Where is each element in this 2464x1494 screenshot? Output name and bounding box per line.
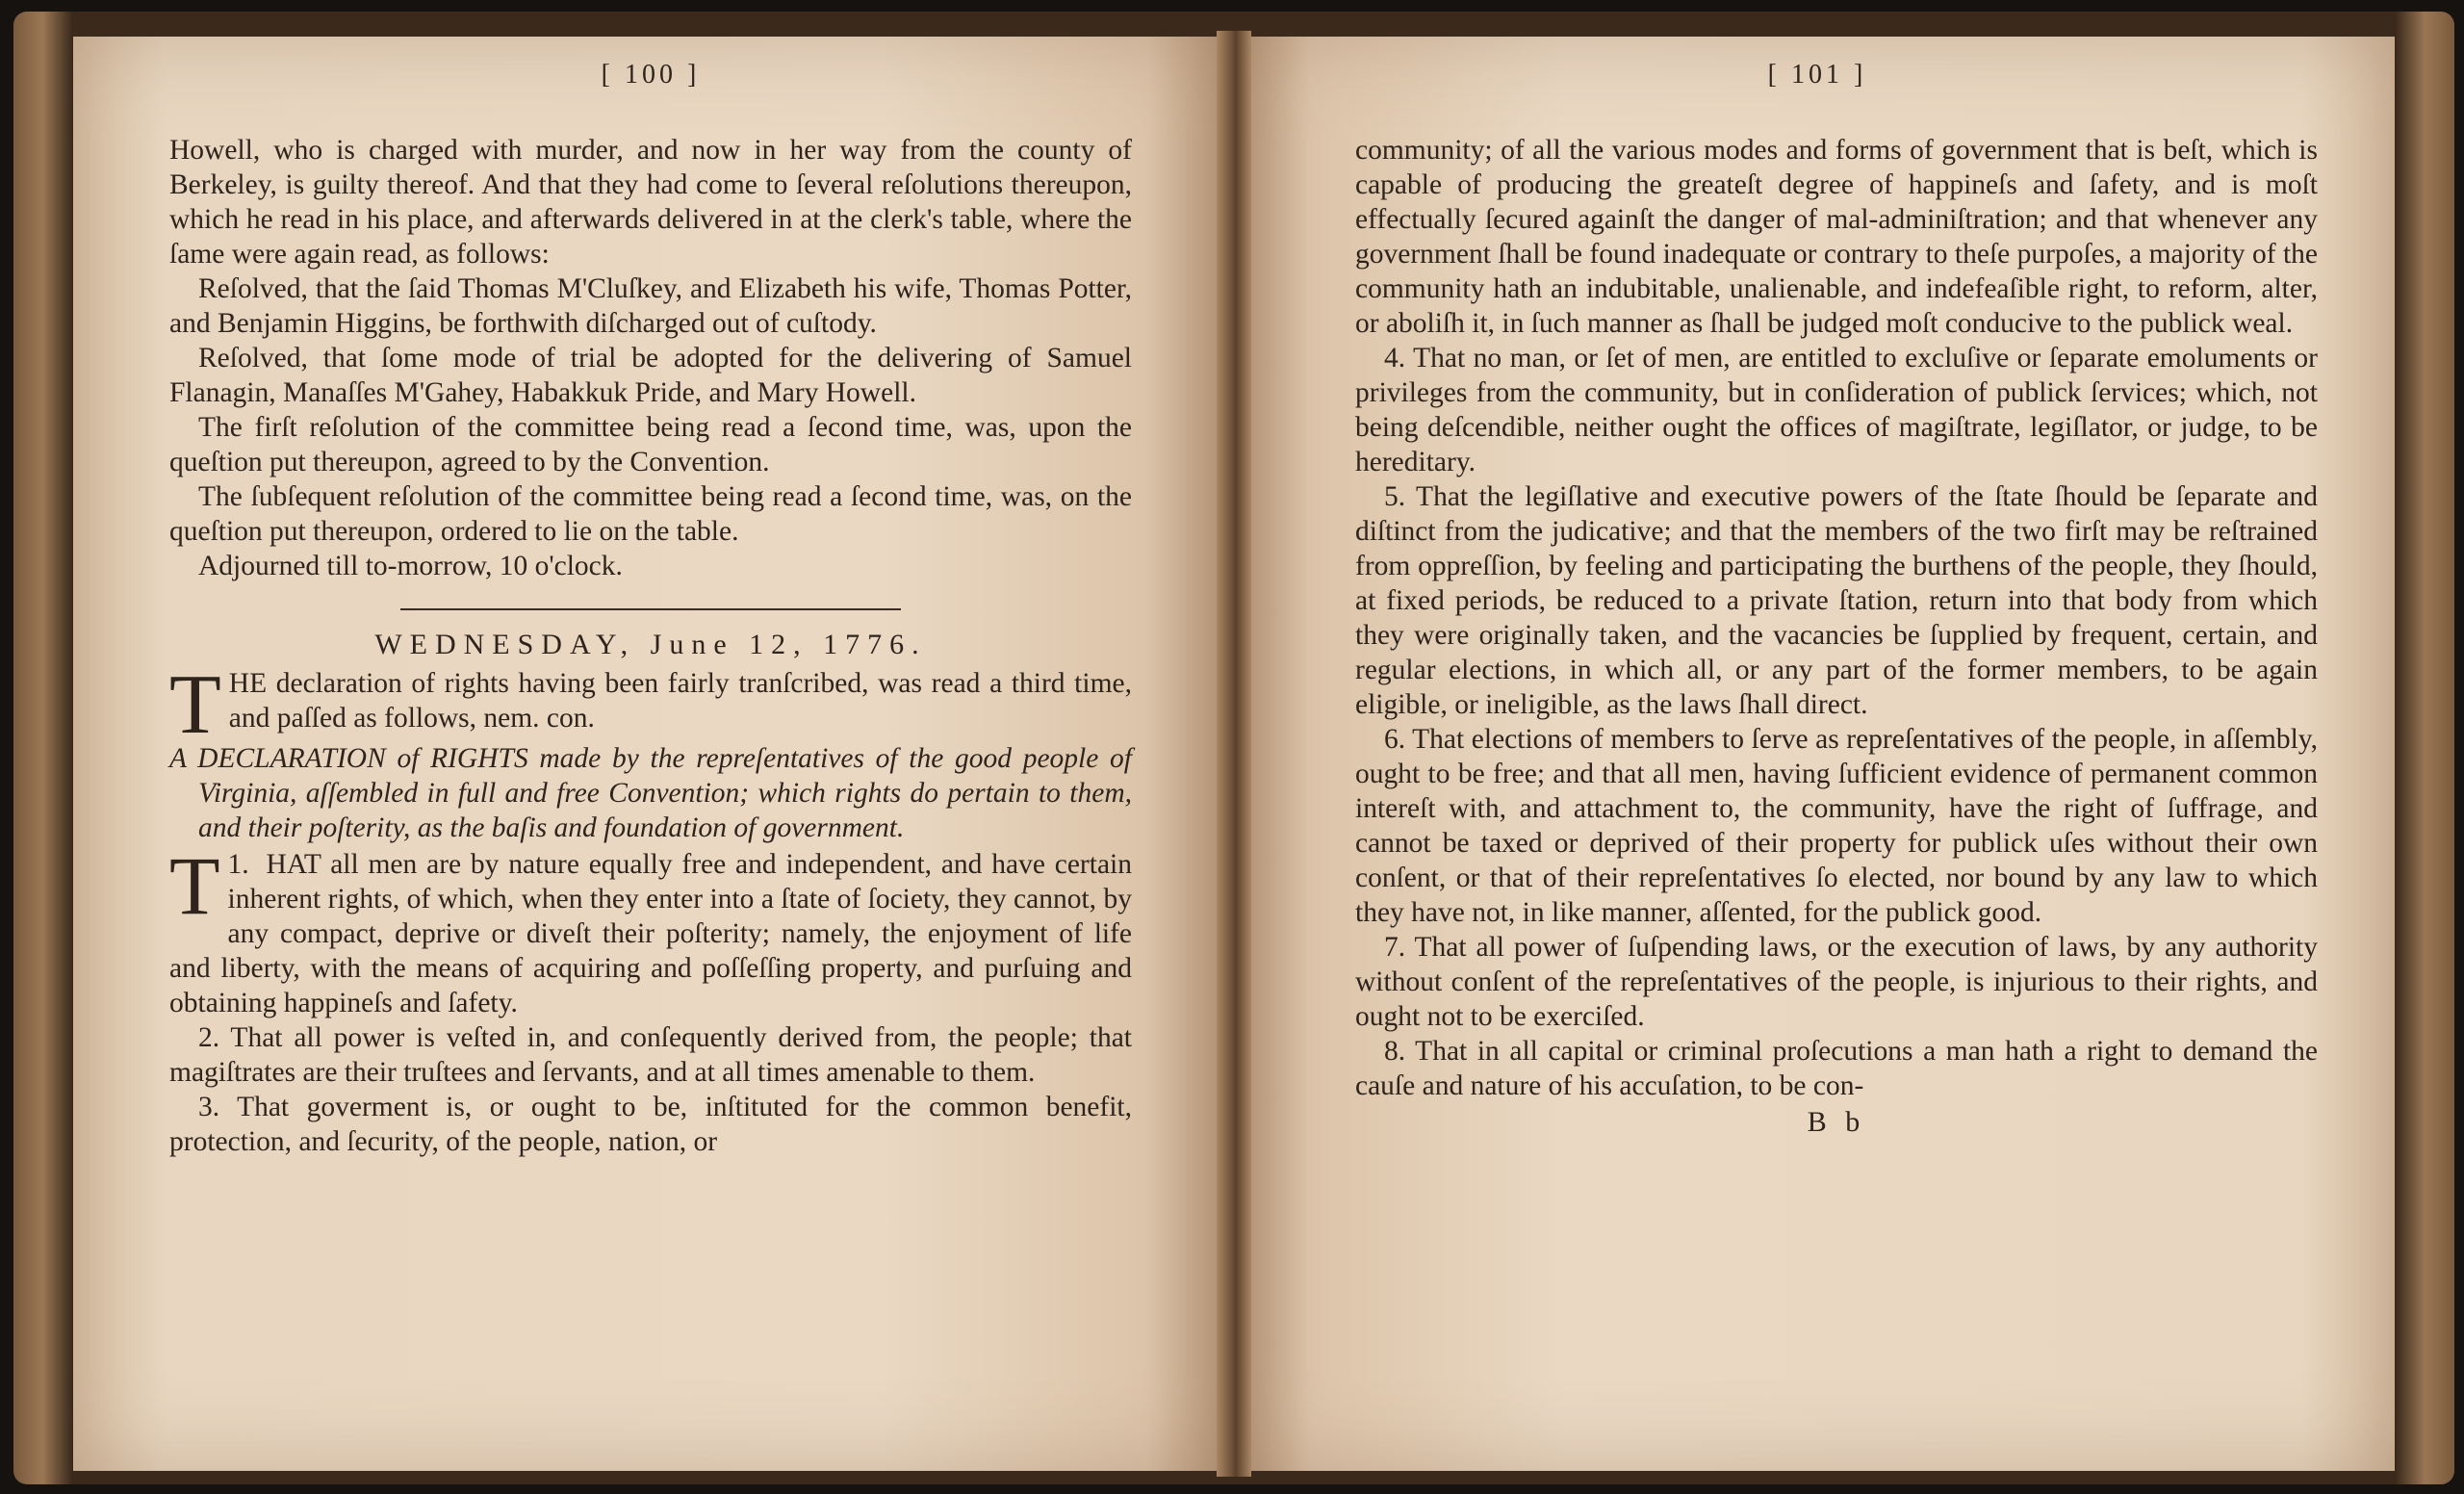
paragraph: community; of all the various modes and forms of government that is beſt, which is capable of producing the greateſt degree of happineſs and ſafety, and is moſt effectually ſecured againſt the danger of mal-adminiſtration; and that whenever any government ſhall be found inadequate or contrary to theſe purpoſes, a majority of the community hath an indubitable, unalienable, and indefeaſible right, to reform, alter, or aboliſh it, in ſuch manner as ſhall be judged moſt conducive to the publick weal. bbox=[1355, 135, 2318, 339]
page-number: [ 101 ] bbox=[1767, 60, 1867, 90]
article-3: 3. That goverment is, or ought to be, inſtituted for the common benefit, protection, and ſecurity, of the people, nation, or bbox=[169, 1092, 1132, 1157]
article-number: 1. bbox=[227, 849, 249, 880]
right-page bbox=[1240, 37, 2395, 1471]
paragraph: The ſubſequent reſolution of the committee being read a ſecond time, was, on the queſtion put thereupon, ordered to lie on the table. bbox=[169, 481, 1132, 547]
paragraph: Howell, who is charged with murder, and now in her way from the county of Berkeley, is guilty thereof. And that they had come to ſeveral reſolutions thereupon, which he read in his place, and afterwards delivered in at the clerk's table, where the ſame were again read, as follows: bbox=[169, 135, 1132, 270]
adjournment: Adjourned till to-morrow, 10 o'clock. bbox=[198, 551, 623, 581]
signature-mark: B b bbox=[1807, 1106, 1866, 1138]
right-page-text bbox=[1355, 133, 2318, 1140]
left-page-text bbox=[169, 133, 1132, 1159]
drop-cap: T bbox=[169, 658, 221, 752]
book-gutter bbox=[1217, 31, 1251, 1477]
article-4: 4. That no man, or ſet of men, are entitled to excluſive or ſeparate emoluments or privileges from the community, but in conſideration of publick ſervices; which, not being deſcendible, neither ought the offices of magiſtrate, legiſlator, or judge, to be hereditary. bbox=[1355, 343, 2318, 477]
paragraph: The firſt reſolution of the committee being read a ſecond time, was, upon the queſtion put thereupon, agreed to by the Convention. bbox=[169, 412, 1132, 477]
section-divider bbox=[400, 608, 901, 610]
article-5: 5. That the legiſlative and executive powers of the ſtate ſhould be ſeparate and diſtinct from the judicative; and that the members of the two firſt may be reſtrained from oppreſſion, by feeling and participating the burthens of the people, they ſhould, at fixed periods, be reduced to a private ſtation, return into that body from which they were originally taken, and the vacancies be ſupplied by frequent, certain, and regular elections, in which all, or any part of the former members, to be again eligible, or ineligible, as the laws ſhall direct. bbox=[1355, 481, 2318, 720]
article-6: 6. That elections of members to ſerve as repreſentatives of the people, in aſſembly, ought to be free; and that all men, having ſufficient evidence of permanent common intereſt with, and attachment to, the community, have the right of ſuffrage, and cannot be taxed or deprived of their property for publick uſes without their own conſent, or that of their repreſentatives ſo elected, nor bound by any law to which they have not, in like manner, aſſented, for the publick good. bbox=[1355, 724, 2318, 928]
drop-cap: T bbox=[169, 839, 220, 932]
article-7: 7. That all power of ſuſpending laws, or the execution of laws, by any authority without conſent of the repreſentatives of the people, is injurious to their rights, and ought not to be exerciſed. bbox=[1355, 932, 2318, 1032]
declaration-title: A DECLARATION of RIGHTS made by the repreſentatives of the good people of Virginia, aſſembled in full and free Convention; which rights do pertain to them, and their poſterity, as the baſis and foundation of government. bbox=[169, 743, 1132, 843]
date-heading: WEDNESDAY, June 12, 1776. bbox=[374, 629, 927, 660]
paragraph bbox=[169, 658, 1132, 752]
open-book bbox=[13, 12, 2454, 1484]
resolution: Reſolved, that ſome mode of trial be adopted for the delivering of Samuel Flanagin, Manaſſes M'Gahey, Habakkuk Pride, and Mary Howell. bbox=[169, 343, 1132, 408]
article-text: HAT all men are by nature equally free and independent, and have certain inherent rights, of which, when they enter into a ſtate of ſociety, they cannot, by any compact, deprive or diveſt their poſterity; namely, the enjoyment of life and liberty, with the means of acquiring and poſſeſſing property, and purſuing and obtaining happineſs and ſafety. bbox=[169, 849, 1132, 1018]
page-number: [ 100 ] bbox=[601, 60, 701, 90]
resolution: Reſolved, that the ſaid Thomas M'Cluſkey, and Elizabeth his wife, Thomas Potter, and Benjamin Higgins, be forthwith diſcharged out of cuſtody. bbox=[169, 273, 1132, 339]
article-1 bbox=[169, 839, 1132, 1020]
article-8: 8. That in all capital or criminal proſecutions a man hath a right to demand the cauſe and nature of his accuſation, to be con- bbox=[1355, 1036, 2318, 1101]
article-2: 2. That all power is veſted in, and conſequently derived from, the people; that magiſtrates are their truſtees and ſervants, and at all times amenable to them. bbox=[169, 1022, 1132, 1088]
left-page bbox=[73, 37, 1228, 1471]
paragraph-text: HE declaration of rights having been fairly tranſcribed, was read a third time, and paſſed as follows, nem. con. bbox=[228, 668, 1132, 734]
